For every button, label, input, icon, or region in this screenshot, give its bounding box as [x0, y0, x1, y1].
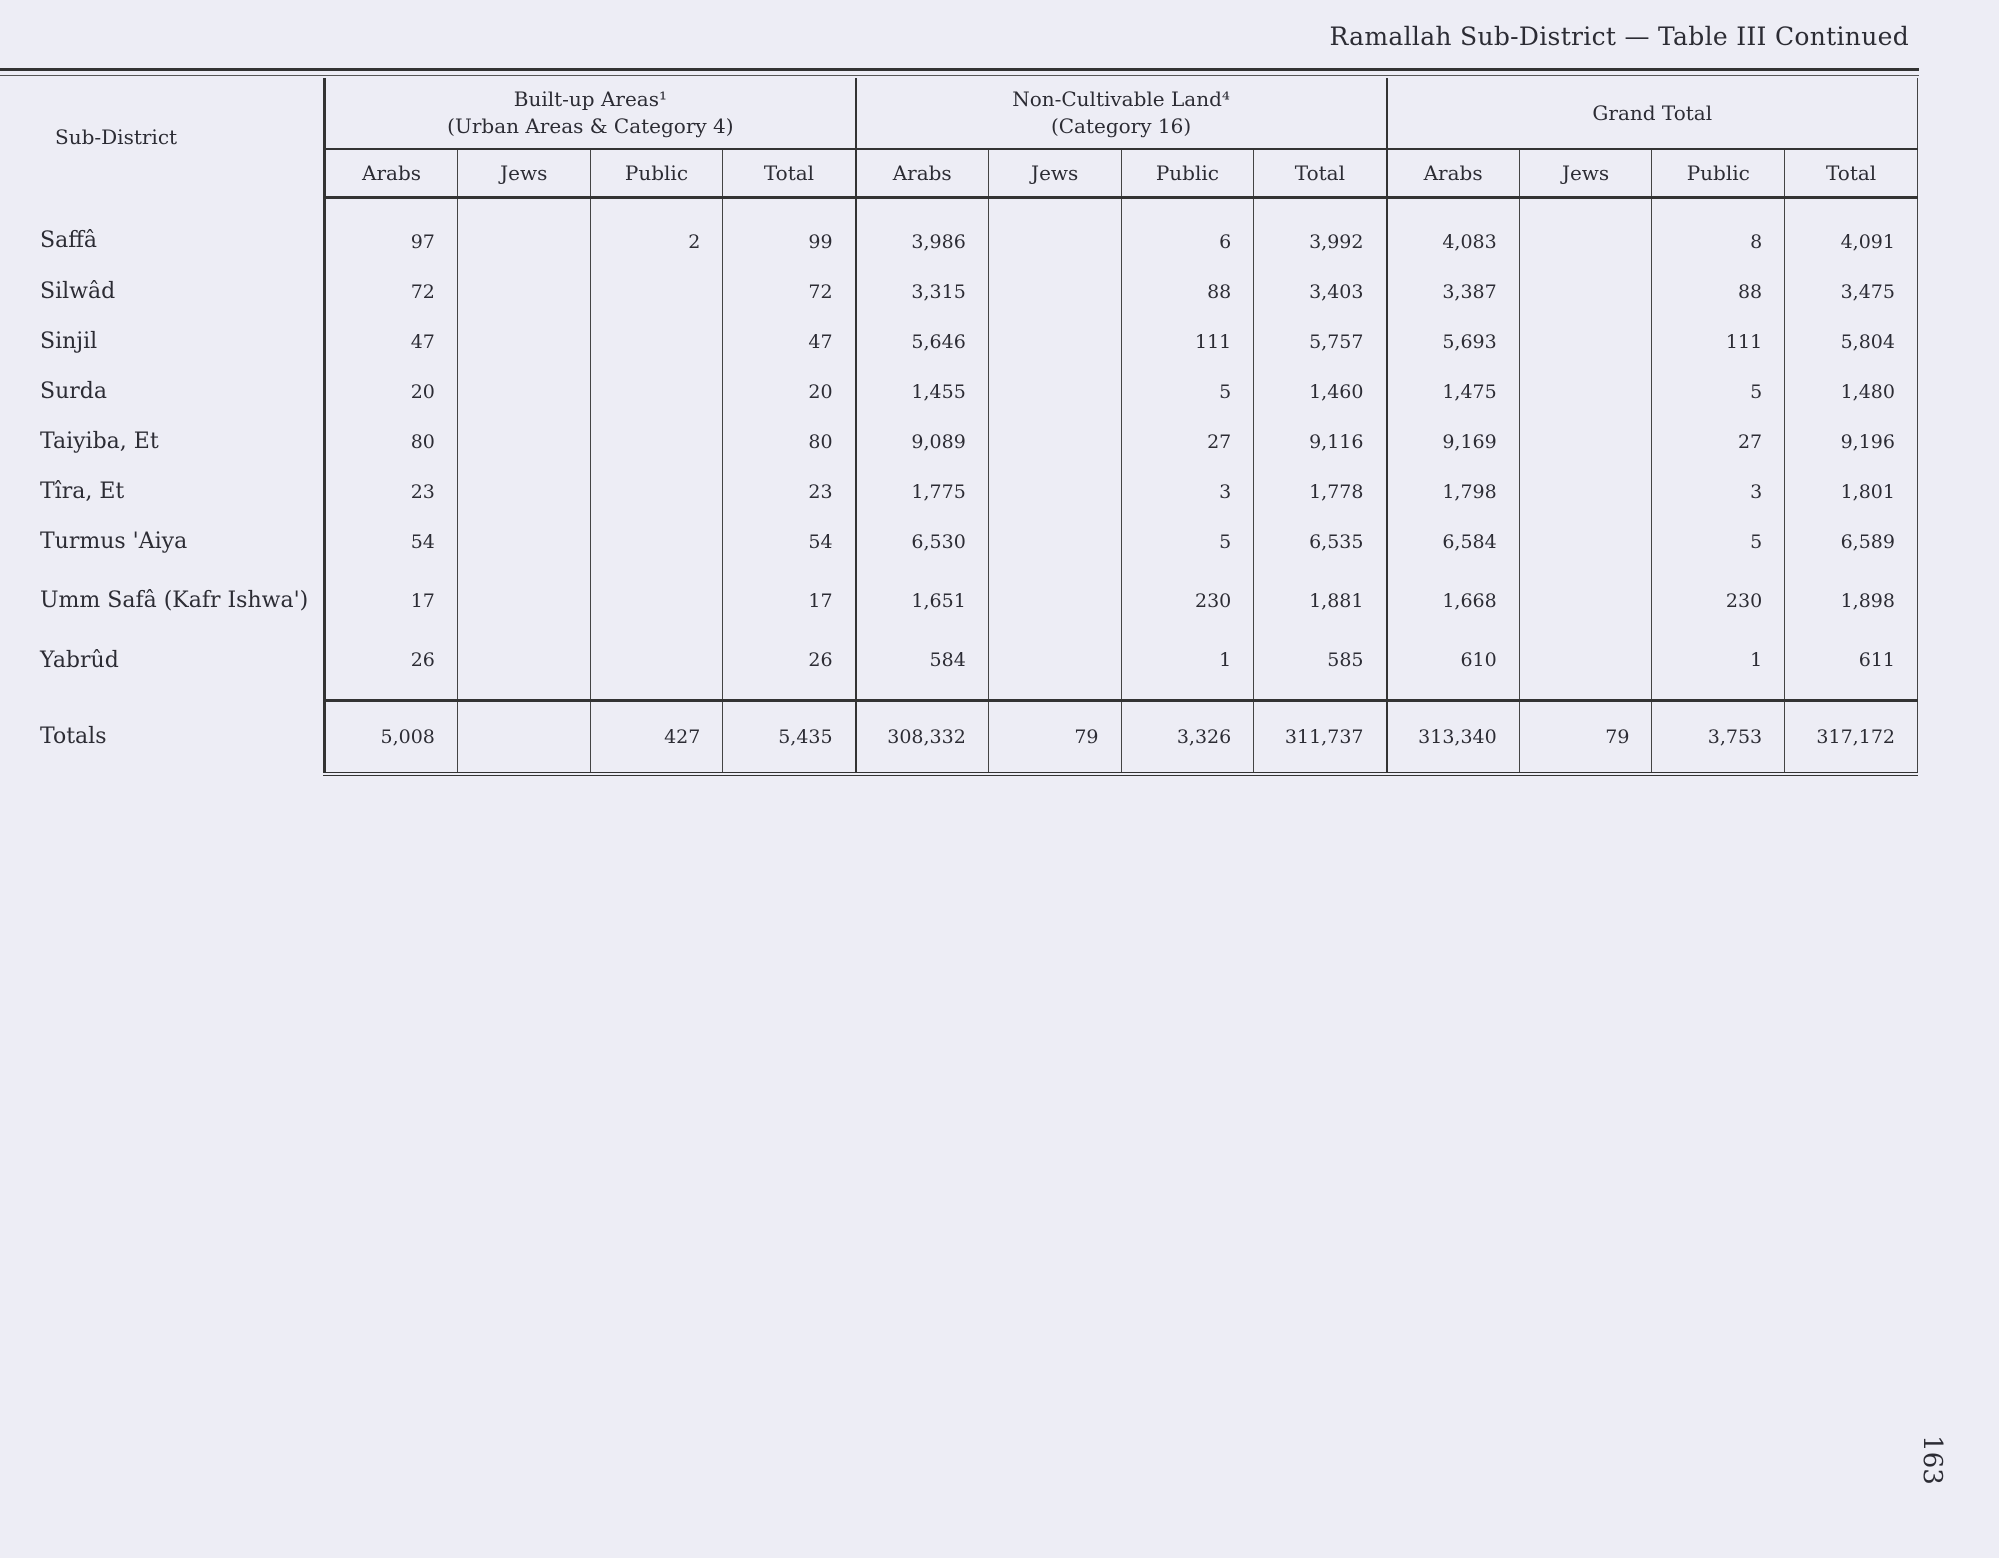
col-header-public: Public — [1652, 149, 1785, 198]
non-cultivable-jews — [988, 317, 1121, 367]
grand-total-jews — [1519, 417, 1652, 467]
table-row — [0, 417, 1918, 467]
non-cultivable-jews — [988, 198, 1121, 268]
grand-total-arabs: 4,083 — [1387, 198, 1520, 268]
grand-total-total: 1,801 — [1785, 467, 1918, 517]
grand-total-arabs: 3,387 — [1387, 267, 1520, 317]
grand-total-total: 9,196 — [1785, 417, 1918, 467]
non-cultivable-land-header — [856, 78, 1387, 149]
built-up-arabs: 97 — [325, 198, 458, 268]
grand-total-jews — [1519, 367, 1652, 417]
grand-total-arabs: 313,340 — [1387, 701, 1520, 775]
non-cultivable-jews — [988, 635, 1121, 701]
grand-total-total: 1,480 — [1785, 367, 1918, 417]
built-up-arabs: 80 — [325, 417, 458, 467]
built-up-total: 99 — [723, 198, 856, 268]
built-up-arabs: 5,008 — [325, 701, 458, 775]
built-up-public — [590, 317, 723, 367]
built-up-arabs: 72 — [325, 267, 458, 317]
grand-total-arabs: 1,668 — [1387, 567, 1520, 635]
sub-district-name: Yabrûd — [40, 647, 119, 673]
non-cultivable-title: Non-Cultivable Land⁴ — [1012, 87, 1230, 111]
sub-district-name: Tîra, Et — [40, 479, 125, 504]
table-row — [0, 367, 1918, 417]
built-up-arabs: 54 — [325, 517, 458, 567]
grand-total-jews: 79 — [1519, 701, 1652, 775]
sub-district-name: Taiyiba, Et — [40, 429, 159, 454]
built-up-public — [590, 517, 723, 567]
non-cultivable-total: 9,116 — [1254, 417, 1387, 467]
non-cultivable-arabs: 3,986 — [856, 198, 989, 268]
non-cultivable-arabs: 1,455 — [856, 367, 989, 417]
sub-district-name: Saffâ — [40, 228, 97, 254]
non-cultivable-arabs: 584 — [856, 635, 989, 701]
grand-total-public: 5 — [1652, 517, 1785, 567]
header-rule-thin — [0, 75, 1919, 76]
non-cultivable-jews — [988, 267, 1121, 317]
non-cultivable-arabs: 9,089 — [856, 417, 989, 467]
grand-total-public: 27 — [1652, 417, 1785, 467]
table-row — [0, 198, 1918, 268]
grand-total-jews — [1519, 267, 1652, 317]
non-cultivable-public: 3,326 — [1121, 701, 1254, 775]
grand-total-arabs: 6,584 — [1387, 517, 1520, 567]
non-cultivable-arabs: 1,775 — [856, 467, 989, 517]
grand-total-arabs: 610 — [1387, 635, 1520, 701]
built-up-jews — [457, 367, 590, 417]
grand-total-public: 3,753 — [1652, 701, 1785, 775]
built-up-total: 54 — [723, 517, 856, 567]
col-header-arabs: Arabs — [325, 149, 458, 198]
built-up-total: 5,435 — [723, 701, 856, 775]
built-up-areas-header — [325, 78, 856, 149]
non-cultivable-jews — [988, 367, 1121, 417]
grand-total-jews — [1519, 517, 1652, 567]
non-cultivable-total: 311,737 — [1254, 701, 1387, 775]
grand-total-arabs: 1,475 — [1387, 367, 1520, 417]
totals-row — [0, 701, 1918, 775]
sub-district-name: Turmus 'Aiya — [40, 529, 188, 554]
non-cultivable-public: 230 — [1121, 567, 1254, 635]
built-up-arabs: 17 — [325, 567, 458, 635]
non-cultivable-jews — [988, 517, 1121, 567]
grand-total-public: 3 — [1652, 467, 1785, 517]
built-up-public — [590, 635, 723, 701]
sub-district-header: Sub-District — [55, 125, 178, 150]
built-up-jews — [457, 701, 590, 775]
grand-total-arabs: 5,693 — [1387, 317, 1520, 367]
built-up-arabs: 47 — [325, 317, 458, 367]
built-up-jews — [457, 417, 590, 467]
built-up-public — [590, 417, 723, 467]
table-row — [0, 317, 1918, 367]
non-cultivable-jews — [988, 567, 1121, 635]
non-cultivable-public: 5 — [1121, 367, 1254, 417]
non-cultivable-total: 1,778 — [1254, 467, 1387, 517]
col-header-public: Public — [590, 149, 723, 198]
table-row — [0, 635, 1918, 701]
non-cultivable-total: 3,403 — [1254, 267, 1387, 317]
built-up-public — [590, 567, 723, 635]
non-cultivable-arabs: 6,530 — [856, 517, 989, 567]
grand-total-jews — [1519, 317, 1652, 367]
grand-total-public: 8 — [1652, 198, 1785, 268]
grand-total-total: 4,091 — [1785, 198, 1918, 268]
built-up-jews — [457, 635, 590, 701]
sub-district-name: Silwâd — [40, 279, 116, 304]
sub-district-name: Surda — [40, 379, 107, 404]
built-up-jews — [457, 267, 590, 317]
running-head: Ramallah Sub-District — Table III Continued — [1329, 22, 1909, 51]
non-cultivable-public: 3 — [1121, 467, 1254, 517]
grand-total-public: 1 — [1652, 635, 1785, 701]
grand-total-jews — [1519, 198, 1652, 268]
grand-total-jews — [1519, 467, 1652, 517]
built-up-jews — [457, 567, 590, 635]
non-cultivable-total: 6,535 — [1254, 517, 1387, 567]
sub-district-name: Umm Safâ (Kafr Ishwa') — [40, 588, 309, 613]
built-up-total: 23 — [723, 467, 856, 517]
col-header-total: Total — [1254, 149, 1387, 198]
built-up-areas-subtitle: (Urban Areas & Category 4) — [447, 114, 734, 138]
built-up-jews — [457, 467, 590, 517]
grand-total-header: Grand Total — [1387, 78, 1918, 149]
built-up-public — [590, 367, 723, 417]
sub-district-name: Sinjil — [40, 329, 98, 354]
non-cultivable-public: 5 — [1121, 517, 1254, 567]
built-up-arabs: 20 — [325, 367, 458, 417]
built-up-public: 2 — [590, 198, 723, 268]
built-up-total: 20 — [723, 367, 856, 417]
non-cultivable-total: 1,881 — [1254, 567, 1387, 635]
page-number: 163 — [1917, 1435, 1948, 1485]
non-cultivable-public: 1 — [1121, 635, 1254, 701]
built-up-total: 80 — [723, 417, 856, 467]
non-cultivable-subtitle: (Category 16) — [1050, 114, 1192, 138]
non-cultivable-public: 88 — [1121, 267, 1254, 317]
col-header-jews: Jews — [1519, 149, 1652, 198]
grand-total-public: 230 — [1652, 567, 1785, 635]
built-up-total: 17 — [723, 567, 856, 635]
col-header-total: Total — [1785, 149, 1918, 198]
grand-total-public: 88 — [1652, 267, 1785, 317]
col-header-public: Public — [1121, 149, 1254, 198]
non-cultivable-total: 3,992 — [1254, 198, 1387, 268]
table-row — [0, 567, 1918, 635]
built-up-areas-title: Built-up Areas¹ — [513, 87, 668, 111]
non-cultivable-arabs: 3,315 — [856, 267, 989, 317]
grand-total-total: 3,475 — [1785, 267, 1918, 317]
grand-total-jews — [1519, 567, 1652, 635]
grand-total-total: 1,898 — [1785, 567, 1918, 635]
grand-total-public: 5 — [1652, 367, 1785, 417]
non-cultivable-jews — [988, 467, 1121, 517]
grand-total-public: 111 — [1652, 317, 1785, 367]
built-up-public — [590, 467, 723, 517]
built-up-public — [590, 267, 723, 317]
grand-total-total: 611 — [1785, 635, 1918, 701]
non-cultivable-arabs: 1,651 — [856, 567, 989, 635]
non-cultivable-jews: 79 — [988, 701, 1121, 775]
built-up-jews — [457, 317, 590, 367]
grand-total-arabs: 9,169 — [1387, 417, 1520, 467]
non-cultivable-total: 1,460 — [1254, 367, 1387, 417]
totals-label: Totals — [40, 724, 107, 750]
non-cultivable-total: 5,757 — [1254, 317, 1387, 367]
built-up-public: 427 — [590, 701, 723, 775]
non-cultivable-total: 585 — [1254, 635, 1387, 701]
col-header-jews: Jews — [457, 149, 590, 198]
land-ownership-table — [0, 78, 1918, 776]
table-row — [0, 517, 1918, 567]
grand-total-arabs: 1,798 — [1387, 467, 1520, 517]
built-up-jews — [457, 517, 590, 567]
table-row — [0, 467, 1918, 517]
col-header-jews: Jews — [988, 149, 1121, 198]
built-up-total: 26 — [723, 635, 856, 701]
grand-total-total: 6,589 — [1785, 517, 1918, 567]
non-cultivable-public: 27 — [1121, 417, 1254, 467]
built-up-total: 47 — [723, 317, 856, 367]
built-up-jews — [457, 198, 590, 268]
non-cultivable-arabs: 308,332 — [856, 701, 989, 775]
col-header-total: Total — [723, 149, 856, 198]
built-up-arabs: 23 — [325, 467, 458, 517]
table-row — [0, 267, 1918, 317]
non-cultivable-public: 6 — [1121, 198, 1254, 268]
col-header-arabs: Arabs — [1387, 149, 1520, 198]
non-cultivable-jews — [988, 417, 1121, 467]
grand-total-total: 317,172 — [1785, 701, 1918, 775]
header-rule — [0, 68, 1919, 71]
built-up-total: 72 — [723, 267, 856, 317]
grand-total-total: 5,804 — [1785, 317, 1918, 367]
grand-total-jews — [1519, 635, 1652, 701]
col-header-arabs: Arabs — [856, 149, 989, 198]
non-cultivable-public: 111 — [1121, 317, 1254, 367]
built-up-arabs: 26 — [325, 635, 458, 701]
non-cultivable-arabs: 5,646 — [856, 317, 989, 367]
